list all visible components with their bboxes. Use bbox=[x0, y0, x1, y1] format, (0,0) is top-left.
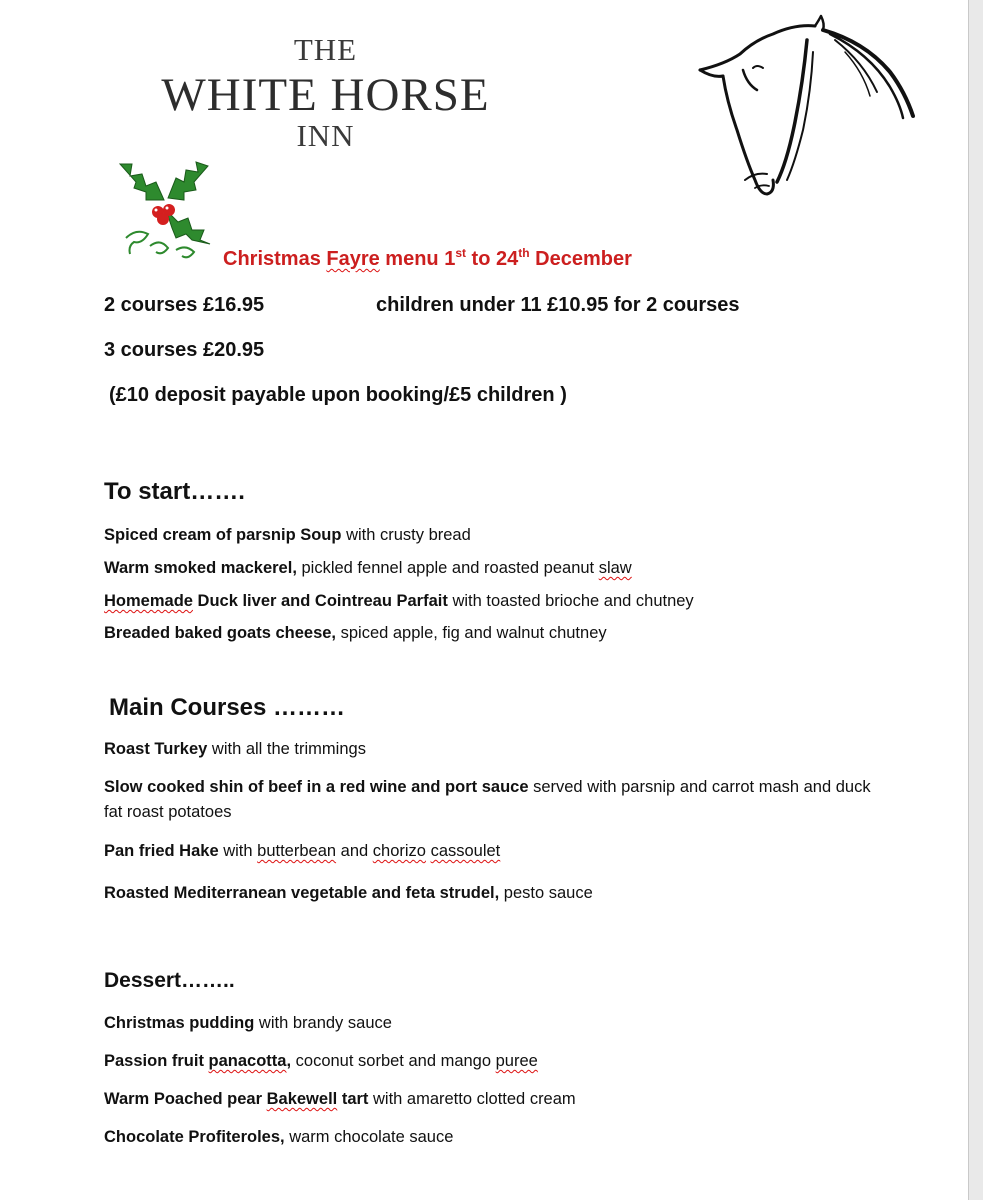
main-item: Slow cooked shin of beef in a red wine and port sauce served with parsnip and carrot mash and duck fat roast potatoes bbox=[104, 778, 871, 821]
logo-line-3: INN bbox=[296, 118, 355, 153]
menu-title bbox=[223, 248, 632, 271]
starter-item: Warm smoked mackerel, pickled fennel apple and roasted peanut slaw bbox=[104, 559, 632, 577]
menu-title-post: December bbox=[529, 248, 632, 270]
logo-line-2: WHITE HORSE bbox=[161, 69, 490, 121]
menu-title-sup1: st bbox=[455, 246, 466, 260]
price-three-courses: 3 courses £20.95 bbox=[104, 339, 265, 361]
price-children: children under 11 £10.95 for 2 courses bbox=[376, 294, 740, 316]
menu-title-pre: Christmas bbox=[223, 248, 327, 270]
menu-title-mid: menu 1 bbox=[379, 248, 456, 270]
starters-heading: To start……. bbox=[104, 478, 245, 505]
menu-title-sup2: th bbox=[518, 246, 530, 260]
starter-item: Breaded baked goats cheese, spiced apple, fig and walnut chutney bbox=[104, 624, 607, 642]
inn-logo bbox=[108, 30, 543, 153]
price-two-courses: 2 courses £16.95 bbox=[104, 294, 265, 316]
starter-item: Homemade Duck liver and Cointreau Parfait with toasted brioche and chutney bbox=[104, 592, 694, 610]
horse-head-icon bbox=[695, 12, 920, 202]
deposit-note: (£10 deposit payable upon booking/£5 children ) bbox=[109, 384, 567, 406]
dessert-item: Chocolate Profiteroles, warm chocolate sauce bbox=[104, 1128, 454, 1146]
desserts-heading: Dessert…….. bbox=[104, 969, 235, 992]
main-item: Roasted Mediterranean vegetable and feta strudel, pesto sauce bbox=[104, 884, 593, 902]
menu-title-to: to 24 bbox=[466, 248, 519, 270]
menu-title-fayre: Fayre bbox=[326, 248, 380, 270]
holly-icon bbox=[116, 158, 214, 262]
mains-heading: Main Courses ……… bbox=[109, 694, 346, 721]
main-item: Roast Turkey with all the trimmings bbox=[104, 740, 366, 758]
main-item: Pan fried Hake with butterbean and chorizo cassoulet bbox=[104, 842, 501, 860]
dessert-item: Christmas pudding with brandy sauce bbox=[104, 1014, 392, 1032]
dessert-item: Warm Poached pear Bakewell tart with amaretto clotted cream bbox=[104, 1090, 576, 1108]
dessert-item: Passion fruit panacotta, coconut sorbet and mango puree bbox=[104, 1052, 538, 1070]
logo-line-1: THE bbox=[293, 32, 358, 67]
starter-item: Spiced cream of parsnip Soup with crusty bread bbox=[104, 526, 471, 544]
